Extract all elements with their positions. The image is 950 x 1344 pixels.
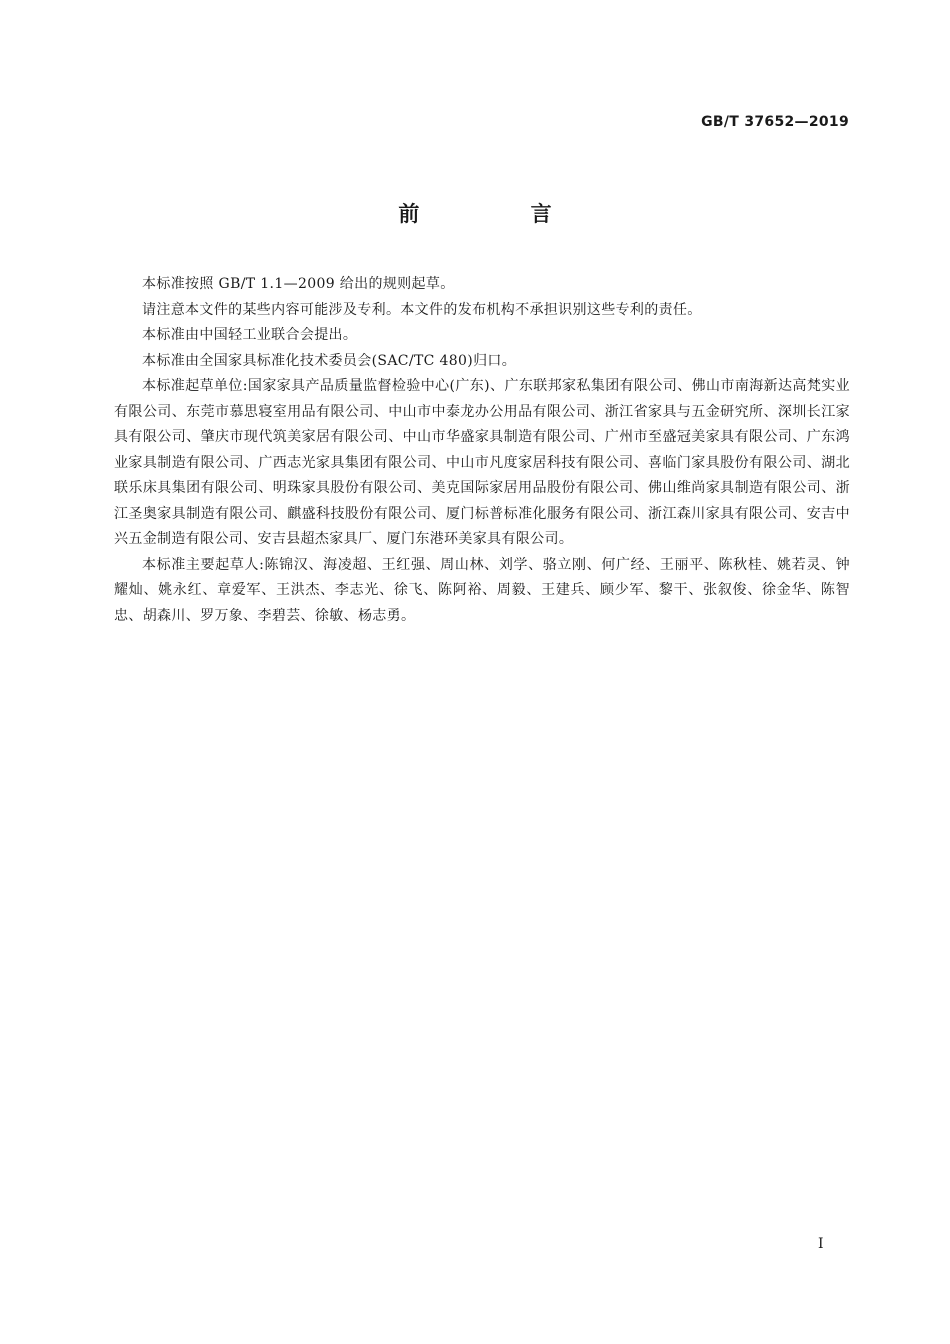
paragraph-drafting-rules: 本标准按照 GB/T 1.1—2009 给出的规则起草。 (142, 276, 455, 292)
paragraph-proposer: 本标准由中国轻工业联合会提出。 (142, 327, 358, 343)
paragraph-committee: 本标准由全国家具标准化技术委员会(SAC/TC 480)归口。 (142, 352, 517, 369)
foreword-body (114, 272, 850, 629)
page-title: 前 言 (398, 202, 604, 226)
standard-code: GB/T 37652—2019 (701, 114, 849, 130)
paragraph-drafters: 本标准主要起草人:陈锦汉、海凌超、王红强、周山林、刘学、骆立刚、何广经、王丽平、陈秋桂、姚若灵、钟耀灿、姚永红、章爱军、王洪杰、李志光、徐飞、陈阿裕、周毅、王建兵、顾少军、黎干、张叙俊、徐金华、陈智忠、胡森川、罗万象、李碧芸、徐敏、杨志勇。 (114, 556, 850, 624)
page-number: I (818, 1236, 824, 1252)
paragraph-patent-notice: 请注意本文件的某些内容可能涉及专利。本文件的发布机构不承担识别这些专利的责任。 (142, 301, 702, 318)
paragraph-drafting-units: 本标准起草单位:国家家具产品质量监督检验中心(广东)、广东联邦家私集团有限公司、佛山市南海新达高梵实业有限公司、东莞市慕思寝室用品有限公司、中山市中泰龙办公用品有限公司、浙江省家具与五金研究所、深圳长江家具有限公司、肇庆市现代筑美家居有限公司、中山市华盛家具制造有限公司、广州市至盛冠美家具有限公司、广东鸿业家具制造有限公司、广西志光家具集团有限公司、中山市凡度家居科技有限公司、喜临门家具股份有限公司、湖北联乐床具集团有限公司、明珠家具股份有限公司、美克国际家居用品股份有限公司、佛山维尚家具制造有限公司、浙江圣奥家具制造有限公司、麒盛科技股份有限公司、厦门标普标准化服务有限公司、浙江森川家具有限公司、安吉中兴五金制造有限公司、安吉县超杰家具厂、厦门东港环美家具有限公司。 (114, 378, 850, 547)
